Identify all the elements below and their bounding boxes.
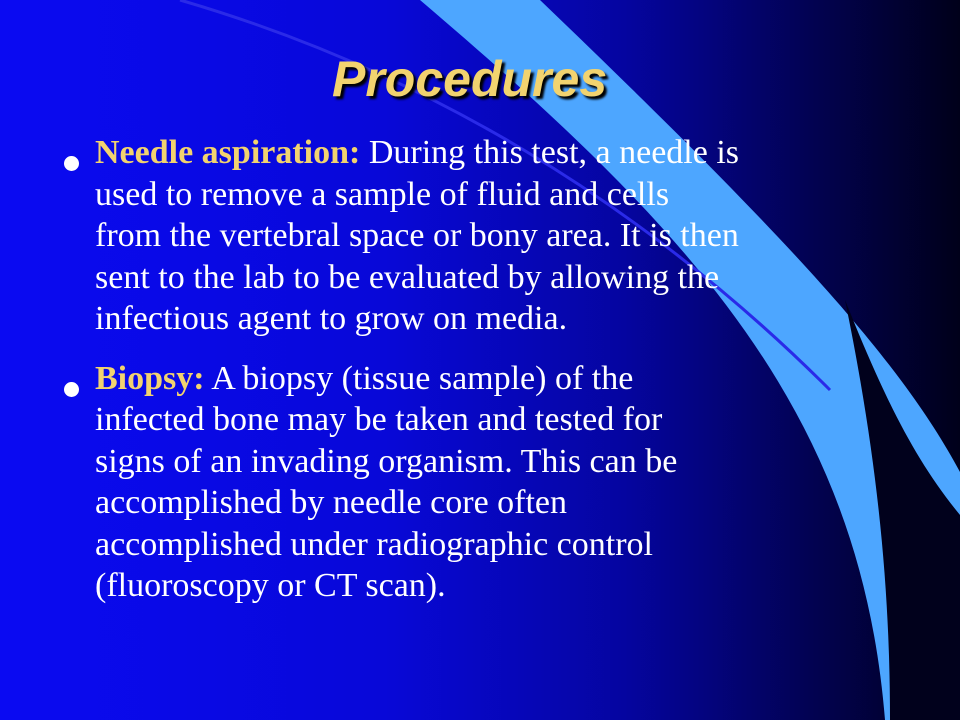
bullet-line: infectious agent to grow on media. bbox=[95, 300, 568, 337]
bullet-text bbox=[95, 358, 924, 607]
bullet-dot bbox=[64, 156, 79, 171]
term-needle-aspiration: Needle aspiration: bbox=[95, 134, 361, 171]
bullet-text bbox=[95, 132, 924, 340]
bullet-item-needle-aspiration bbox=[64, 132, 924, 340]
bullet-line: A biopsy (tissue sample) of the bbox=[211, 359, 634, 397]
bullet-line: (fluoroscopy or CT scan). bbox=[95, 567, 446, 604]
bullet-line: used to remove a sample of fluid and cells bbox=[95, 175, 670, 213]
bullet-line: sent to the lab to be evaluated by allowing the bbox=[95, 258, 720, 296]
bullet-line: infected bone may be taken and tested for bbox=[95, 401, 663, 438]
bullet-line: accomplished under radiographic control bbox=[95, 525, 653, 563]
bullet-line: During this test, a needle is bbox=[368, 134, 740, 171]
bullet-dot bbox=[64, 382, 79, 397]
bullet-item-biopsy bbox=[64, 358, 924, 607]
bullet-line: from the vertebral space or bony area. It is then bbox=[95, 217, 739, 254]
term-biopsy: Biopsy: bbox=[95, 359, 205, 397]
bullet-list bbox=[64, 132, 924, 625]
slide-title: Procedures bbox=[332, 51, 608, 107]
bullet-line: accomplished by needle core often bbox=[95, 484, 568, 521]
bullet-line: signs of an invading organism. This can be bbox=[95, 442, 678, 480]
